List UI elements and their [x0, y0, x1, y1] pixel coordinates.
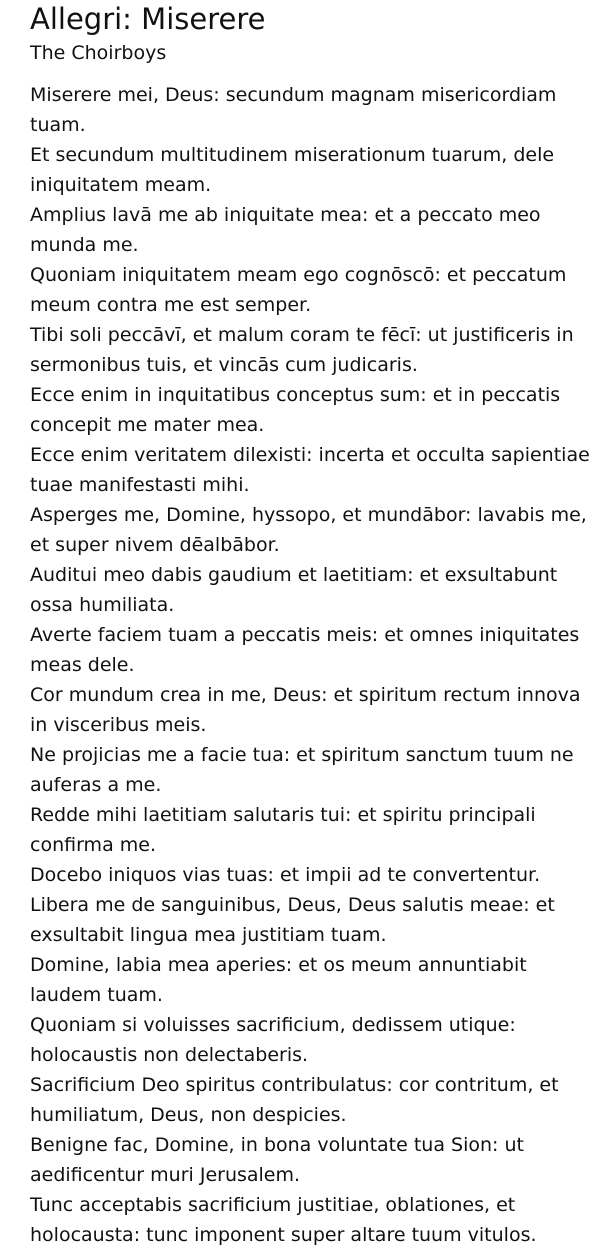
song-title: Allegri: Miserere — [30, 2, 266, 36]
lyric-line: Benigne fac, Domine, in bona voluntate tua Sion: ut aedificentur muri Jerusalem. — [30, 1134, 524, 1186]
lyric-line: Ne projicias me a facie tua: et spiritum sanctum tuum ne auferas a me. — [30, 744, 574, 796]
lyric-line: Sacrificium Deo spiritus contribulatus: cor contritum, et humiliatum, Deus, non despicies. — [30, 1074, 559, 1126]
lyric-line: Redde mihi laetitiam salutaris tui: et spiritu principali confirma me. — [30, 804, 536, 856]
lyric-line: Amplius lavā me ab iniquitate mea: et a peccato meo munda me. — [30, 204, 541, 256]
lyric-line: Domine, labia mea aperies: et os meum annuntiabit laudem tuam. — [30, 954, 527, 1006]
lyric-line: Ecce enim veritatem dilexisti: incerta et occulta sapientiae tuae manifestasti mihi. — [30, 444, 590, 496]
lyric-line: Averte faciem tuam a peccatis meis: et omnes iniquitates meas dele. — [30, 624, 580, 676]
artist-name: The Choirboys — [30, 42, 167, 64]
lyric-line: Quoniam iniquitatem meam ego cognōscō: et peccatum meum contra me est semper. — [30, 264, 567, 316]
lyric-line: Ecce enim in inquitatibus conceptus sum: et in peccatis concepit me mater mea. — [30, 384, 561, 436]
lyric-line: Cor mundum crea in me, Deus: et spiritum rectum innova in visceribus meis. — [30, 684, 581, 736]
lyric-line: Miserere mei, Deus: secundum magnam misericordiam tuam. — [30, 84, 557, 136]
lyric-line: Auditui meo dabis gaudium et laetitiam: et exsultabunt ossa humiliata. — [30, 564, 558, 616]
lyric-line: Asperges me, Domine, hyssopo, et mundābor: lavabis me, et super nivem dēalbābor. — [30, 504, 587, 556]
lyrics-page — [30, 0, 590, 1250]
lyric-line: Quoniam si voluisses sacrificium, dedissem utique: holocaustis non delectaberis. — [30, 1014, 516, 1066]
lyrics-body — [30, 80, 590, 1250]
lyric-line: Tibi soli peccāvī, et malum coram te fēcī: ut justificeris in sermonibus tuis, et vincās cum judicaris. — [30, 324, 574, 376]
lyric-line: Libera me de sanguinibus, Deus, Deus salutis meae: et exsultabit lingua mea justitiam tuam. — [30, 894, 555, 946]
lyric-line: Et secundum multitudinem miserationum tuarum, dele iniquitatem meam. — [30, 144, 555, 196]
lyric-line: Docebo iniquos vias tuas: et impii ad te convertentur. — [30, 864, 541, 886]
lyric-line: Tunc acceptabis sacrificium justitiae, oblationes, et holocausta: tunc imponent super altare tuum vitulos. — [30, 1194, 537, 1246]
